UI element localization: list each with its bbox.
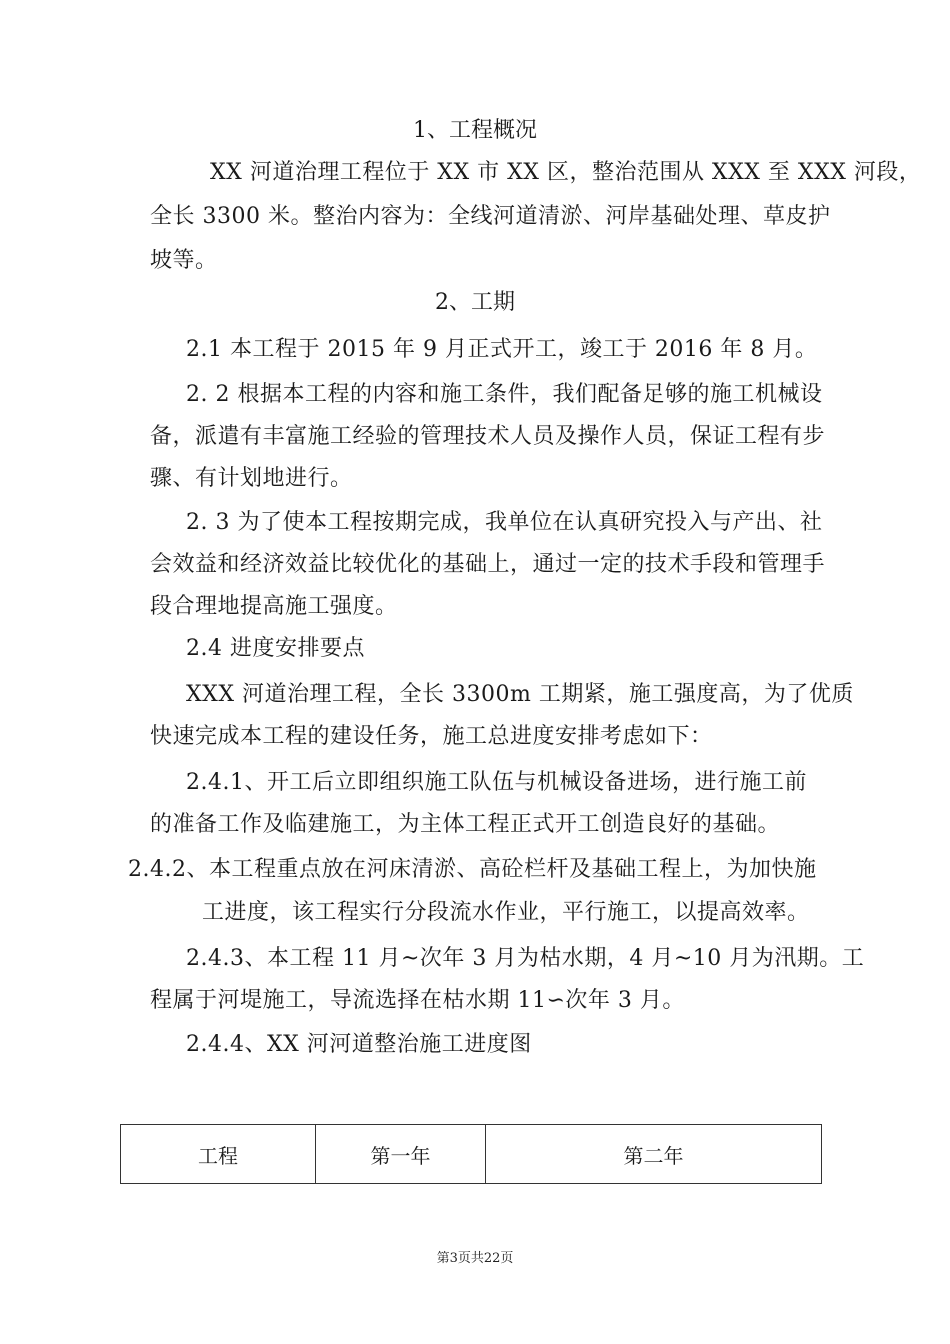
- paragraph-line: 的准备工作及临建施工，为主体工程正式开工创造良好的基础。: [150, 812, 781, 837]
- paragraph-line: 备，派遣有丰富施工经验的管理技术人员及操作人员，保证工程有步: [150, 424, 826, 449]
- paragraph-line: 2. 2 根据本工程的内容和施工条件，我们配备足够的施工机械设: [186, 382, 823, 407]
- paragraph-line: XXX 河道治理工程，全长 3300m 工期紧，施工强度高，为了优质: [186, 682, 854, 707]
- schedule-table: [120, 1124, 822, 1184]
- paragraph-2-4-4: 2.4.4、XX 河河道整治施工进度图: [186, 1032, 532, 1057]
- paragraph-line: 快速完成本工程的建设任务，施工总进度安排考虑如下：: [150, 724, 713, 749]
- paragraph-line: 全长 3300 米。整治内容为：全线河道清淤、河岸基础处理、草皮护: [150, 204, 831, 229]
- paragraph-line: 2.4.2、本工程重点放在河床清淤、高砼栏杆及基础工程上，为加快施: [128, 857, 817, 882]
- table-header-row: [121, 1125, 822, 1184]
- paragraph-line: 2.4.3、本工程 11 月~次年 3 月为枯水期，4 月~10 月为汛期。工: [186, 946, 865, 971]
- table-header-cell: 第一年: [316, 1125, 486, 1184]
- paragraph-line: 段合理地提高施工强度。: [150, 594, 398, 619]
- paragraph-line: 骤、有计划地进行。: [150, 466, 353, 491]
- paragraph-line: 会效益和经济效益比较优化的基础上，通过一定的技术手段和管理手: [150, 552, 826, 577]
- page-number-footer: 第3页共22页: [436, 1251, 514, 1266]
- subsection-2-4-heading: 2.4 进度安排要点: [186, 636, 365, 661]
- paragraph-line: 坡等。: [150, 248, 218, 273]
- paragraph-line: XX 河道治理工程位于 XX 市 XX 区，整治范围从 XXX 至 XXX 河段，: [210, 160, 922, 185]
- paragraph-line: 程属于河堤施工，导流选择在枯水期 11∽次年 3 月。: [150, 988, 685, 1013]
- section-2-heading: 2、工期: [435, 290, 515, 315]
- paragraph-line: 2.4.1、开工后立即组织施工队伍与机械设备进场，进行施工前: [186, 770, 807, 795]
- paragraph-line: 2. 3 为了使本工程按期完成，我单位在认真研究投入与产出、社: [186, 510, 823, 535]
- paragraph-2-1: 2.1 本工程于 2015 年 9 月正式开工，竣工于 2016 年 8 月。: [186, 337, 818, 362]
- paragraph-line: 工进度，该工程实行分段流水作业，平行施工，以提高效率。: [202, 900, 810, 925]
- table-header-cell: 第二年: [486, 1125, 822, 1184]
- table-header-cell: 工程: [121, 1125, 316, 1184]
- section-1-heading: 1、工程概况: [413, 118, 537, 143]
